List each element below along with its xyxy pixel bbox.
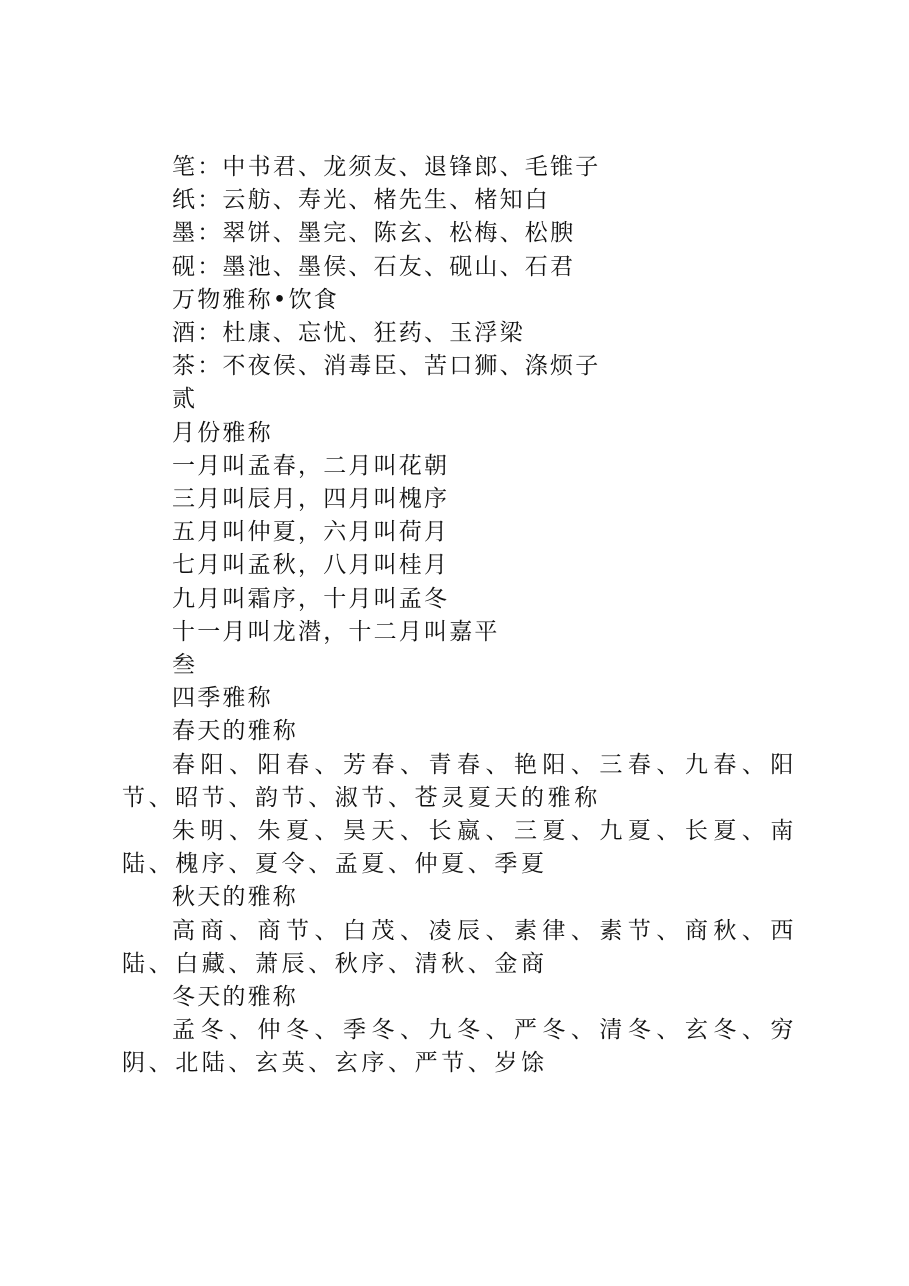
- paragraph-inkstone: 砚：墨池、墨侯、石友、砚山、石君: [172, 253, 576, 280]
- subheading-winter: 冬天的雅称: [172, 984, 298, 1011]
- subheading-autumn: 秋天的雅称: [172, 884, 298, 911]
- paragraph-month-3-4: 三月叫辰月，四月叫槐序: [172, 486, 450, 513]
- paragraph-summer-names: 朱明、朱夏、昊天、长嬴、三夏、九夏、长夏、南陆、槐序、夏令、孟夏、仲夏、季夏: [122, 818, 797, 878]
- subheading-spring: 春天的雅称: [172, 718, 298, 745]
- paragraph-month-5-6: 五月叫仲夏，六月叫荷月: [172, 519, 450, 546]
- paragraph-month-9-10: 九月叫霜序，十月叫孟冬: [172, 585, 450, 612]
- paragraph-month-11-12: 十一月叫龙潜，十二月叫嘉平: [172, 618, 500, 645]
- paragraph-ink: 墨：翠饼、墨完、陈玄、松梅、松腴: [172, 220, 576, 247]
- section-number-three: 叁: [172, 652, 198, 679]
- document-body: [122, 151, 797, 1081]
- paragraph-wine: 酒：杜康、忘忧、狂药、玉浮梁: [172, 320, 525, 347]
- paragraph-brush: 笔：中书君、龙须友、退锋郎、毛锥子: [172, 154, 601, 180]
- section-heading-food: 万物雅称•饮食: [172, 286, 339, 313]
- paragraph-month-1-2: 一月叫孟春，二月叫花朝: [172, 452, 450, 479]
- paragraph-autumn-names: 高商、商节、白茂、凌辰、素律、素节、商秋、西陆、白藏、萧辰、秋序、清秋、金商: [122, 917, 797, 977]
- section-heading-months: 月份雅称: [172, 419, 273, 446]
- paragraph-winter-names: 孟冬、仲冬、季冬、九冬、严冬、清冬、玄冬、穷阴、北陆、玄英、玄序、严节、岁馀: [122, 1017, 797, 1077]
- paragraph-paper: 纸：云舫、寿光、楮先生、楮知白: [172, 187, 550, 214]
- section-number-two: 贰: [172, 386, 198, 413]
- paragraph-spring-names: 春阳、阳春、芳春、青春、艳阳、三春、九春、阳节、昭节、韵节、淑节、苍灵夏天的雅称: [122, 751, 797, 811]
- paragraph-month-7-8: 七月叫孟秋，八月叫桂月: [172, 552, 450, 579]
- paragraph-tea: 茶：不夜侯、消毒臣、苦口狮、涤烦子: [172, 353, 601, 380]
- section-heading-seasons: 四季雅称: [172, 685, 273, 712]
